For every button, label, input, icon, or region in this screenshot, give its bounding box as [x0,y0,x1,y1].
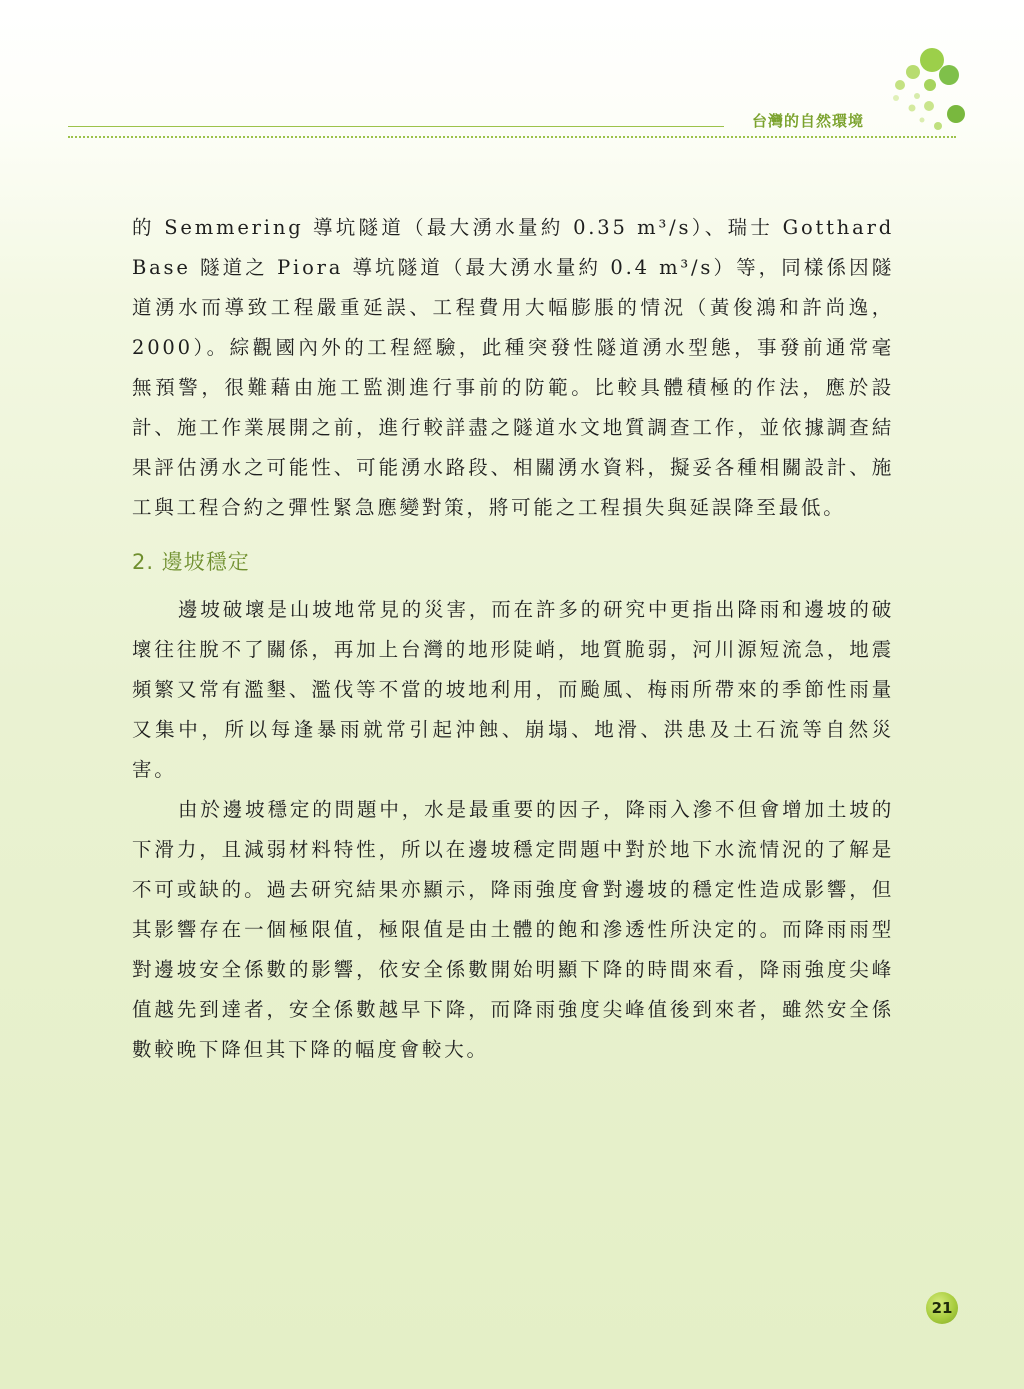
body-paragraph: 由於邊坡穩定的問題中，水是最重要的因子，降雨入滲不但會增加土坡的下滑力，且減弱材料特性，所以在邊坡穩定問題中對於地下水流情況的了解是不可或缺的。過去研究結果亦顯示，降雨強度會對邊坡的穩定性造成影響，但其影響存在一個極限值，極限值是由土體的飽和滲透性所決定的。而降雨雨型對邊坡安全係數的影響，依安全係數開始明顯下降的時間來看，降雨強度尖峰值越先到達者，安全係數越早下降，而降雨強度尖峰值後到來者，雖然安全係數較晚下降但其下降的幅度會較大。 [132,798,894,1061]
section-heading: 2. 邊坡穩定 [132,550,250,574]
decorative-dots-logo [872,40,972,140]
body-paragraph: 的 Semmering 導坑隧道（最大湧水量約 0.35 m³/s）、瑞士 Gotthard Base 隧道之 Piora 導坑隧道（最大湧水量約 0.4 m³/s）等，同樣係因隧道湧水而導致工程嚴重延誤、工程費用大幅膨脹的情況（黃俊鴻和許尚逸，2000）。綜觀國內外的工程經驗，此種突發性隧道湧水型態，事發前通常毫無預警，很難藉由施工監測進行事前的防範。比較具體積極的作法，應於設計、施工作業展開之前，進行較詳盡之隧道水文地質調查工作，並依據調查結果評估湧水之可能性、可能湧水路段、相關湧水資料，擬妥各種相關設計、施工與工程合約之彈性緊急應變對策，將可能之工程損失與延誤降至最低。 [132,216,894,519]
page-number-badge: 21 [926,1292,958,1324]
body-paragraph: 邊坡破壞是山坡地常見的災害，而在許多的研究中更指出降雨和邊坡的破壞往往脫不了關係，再加上台灣的地形陡峭，地質脆弱，河川源短流急，地震頻繁又常有濫墾、濫伐等不當的坡地利用，而颱風、梅雨所帶來的季節性雨量又集中，所以每逢暴雨就常引起沖蝕、崩塌、地滑、洪患及土石流等自然災害。 [132,598,894,781]
page-body [132,208,894,1070]
running-header-title: 台灣的自然環境 [752,112,865,130]
header-rule [68,126,724,127]
header-dotted-rule [68,136,956,138]
